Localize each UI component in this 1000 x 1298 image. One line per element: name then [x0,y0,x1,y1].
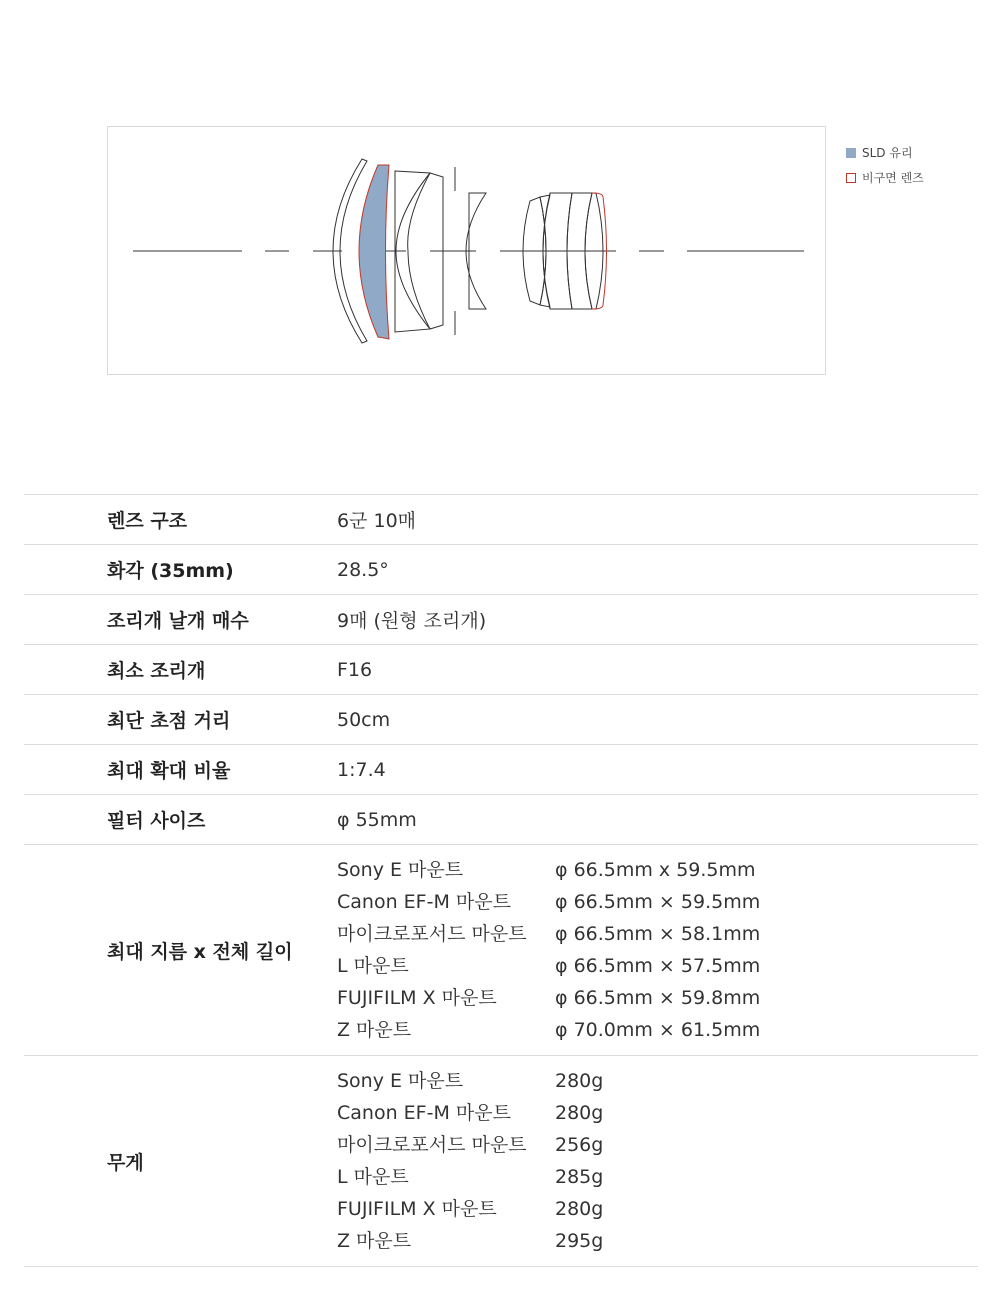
spec-row-dimensions [24,845,978,1056]
aspherical-swatch [846,173,856,183]
mount-name: L 마운트 [337,1166,409,1188]
spec-value: φ 55mm [337,808,417,831]
mount-name: Sony E 마운트 [337,1070,464,1092]
spec-row-max-magnification [24,745,978,795]
dimension-value: φ 66.5mm × 59.5mm [555,891,761,913]
spec-label: 필터 사이즈 [107,810,206,832]
lens-element-2-sld [359,165,389,339]
dimensions-table [337,854,978,1046]
dimension-value: φ 66.5mm × 59.8mm [555,987,761,1009]
mount-name: 마이크로포서드 마운트 [337,923,527,945]
dimension-value: φ 70.0mm × 61.5mm [555,1019,761,1041]
dimension-value: φ 66.5mm × 58.1mm [555,923,761,945]
weight-value: 295g [555,1230,604,1252]
weight-table [337,1065,978,1257]
legend [846,140,924,190]
legend-aspherical-label: 비구면 렌즈 [862,171,924,185]
spec-value: 6군 10매 [337,510,417,532]
spec-label: 최대 지름 x 전체 길이 [107,940,293,963]
spec-label: 최대 확대 비율 [107,760,231,782]
sld-swatch [846,148,856,158]
spec-row-lens-construction [24,495,978,545]
mount-name: FUJIFILM X 마운트 [337,1198,497,1220]
lens-diagram-svg [108,127,827,376]
mount-name: Canon EF-M 마운트 [337,891,511,913]
mount-name: Z 마운트 [337,1019,412,1041]
dimension-value: φ 66.5mm × 57.5mm [555,955,761,977]
weight-value: 256g [555,1134,604,1156]
spec-label: 무게 [107,1151,144,1174]
weight-value: 280g [555,1198,604,1220]
spec-value: 1:7.4 [337,758,386,781]
spec-row-weight [24,1056,978,1267]
spec-row-min-aperture [24,645,978,695]
spec-label: 렌즈 구조 [107,510,188,532]
mount-name: L 마운트 [337,955,409,977]
spec-label: 최소 조리개 [107,660,206,682]
mount-name: Z 마운트 [337,1230,412,1252]
mount-name: Sony E 마운트 [337,859,464,881]
spec-value: F16 [337,658,373,681]
spec-value: 28.5° [337,558,389,581]
spec-label: 조리개 날개 매수 [107,610,249,632]
mount-name: FUJIFILM X 마운트 [337,987,497,1009]
dimension-value: φ 66.5mm x 59.5mm [555,859,756,881]
mount-name: Canon EF-M 마운트 [337,1102,511,1124]
spec-row-min-focus-distance [24,695,978,745]
legend-item-aspherical [846,165,924,190]
lens-diagram [107,126,826,375]
spec-row-filter-size [24,795,978,845]
weight-value: 280g [555,1102,604,1124]
spec-label: 화각 (35mm) [107,560,234,582]
spec-row-aperture-blades [24,595,978,645]
spec-value: 50cm [337,708,391,731]
mount-name: 마이크로포서드 마운트 [337,1134,527,1156]
spec-value: 9매 (원형 조리개) [337,610,487,632]
spec-table [24,494,978,1267]
spec-row-angle-of-view [24,545,978,595]
weight-value: 280g [555,1070,604,1092]
weight-value: 285g [555,1166,604,1188]
spec-label: 최단 초점 거리 [107,710,231,732]
legend-sld-label: SLD 유리 [862,146,913,160]
legend-item-sld [846,140,924,165]
